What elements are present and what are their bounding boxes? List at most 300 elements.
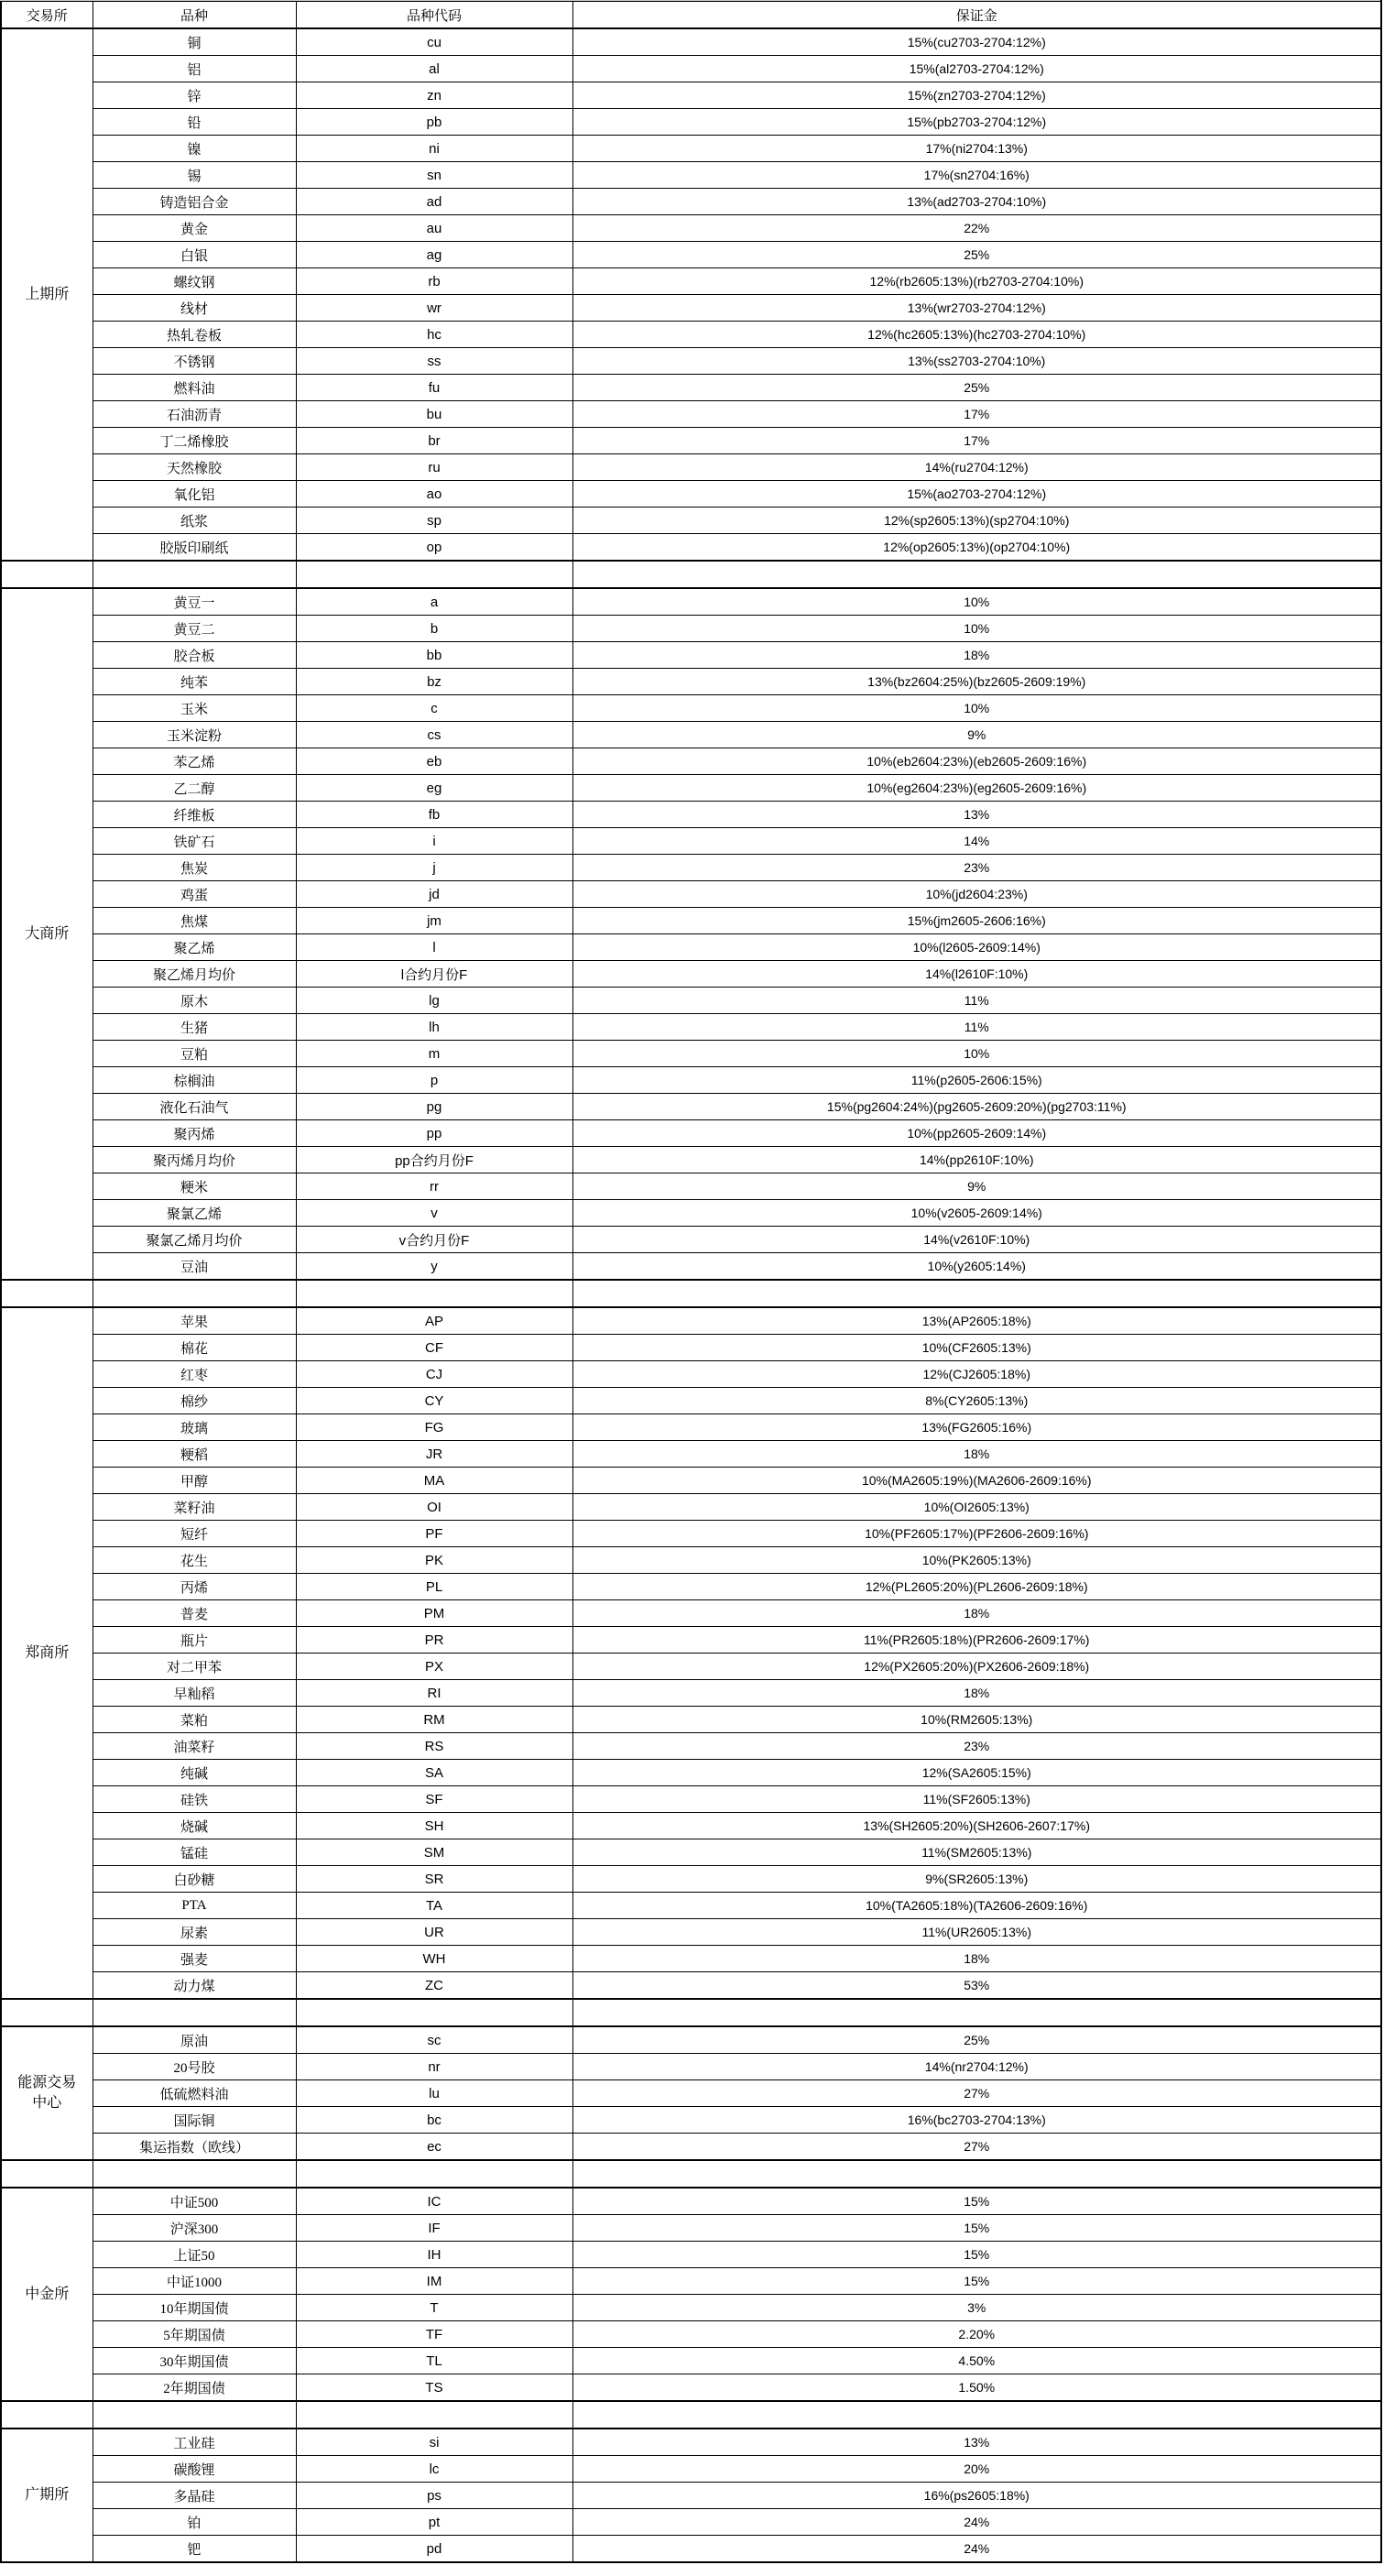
code-cell: TL [296, 2348, 572, 2374]
table-row [1, 1147, 1381, 1173]
table-row [1, 1547, 1381, 1574]
margin-cell: 15%(ao2703-2704:12%) [572, 481, 1381, 508]
margin-cell: 10%(PF2605:17%)(PF2606-2609:16%) [572, 1521, 1381, 1547]
margin-cell: 17% [572, 428, 1381, 454]
table-row [1, 748, 1381, 775]
code-cell: ad [296, 189, 572, 215]
section-separator-row [1, 2160, 1381, 2188]
table-row [1, 2509, 1381, 2536]
product-cell: 烧碱 [93, 1813, 296, 1839]
margin-cell: 27% [572, 2080, 1381, 2107]
table-row [1, 695, 1381, 722]
margin-cell: 2.20% [572, 2321, 1381, 2348]
code-cell: lc [296, 2456, 572, 2483]
table-row [1, 934, 1381, 961]
table-row [1, 534, 1381, 562]
section-separator-row [1, 561, 1381, 588]
code-cell: ec [296, 2134, 572, 2161]
margin-cell: 13%(wr2703-2704:12%) [572, 295, 1381, 322]
margin-cell: 3% [572, 2295, 1381, 2321]
exchange-cell: 中金所 [1, 2188, 93, 2401]
code-cell: sn [296, 162, 572, 189]
code-cell: p [296, 1067, 572, 1094]
product-cell: 氧化铝 [93, 481, 296, 508]
table-row [1, 2295, 1381, 2321]
table-row [1, 988, 1381, 1014]
code-cell: PF [296, 1521, 572, 1547]
table-row [1, 295, 1381, 322]
separator-cell [93, 561, 296, 588]
code-cell: PX [296, 1654, 572, 1680]
code-cell: SF [296, 1786, 572, 1813]
product-cell: 红枣 [93, 1361, 296, 1388]
separator-cell [296, 2401, 572, 2429]
exchange-cell: 能源交易 中心 [1, 2026, 93, 2160]
code-cell: TS [296, 2374, 572, 2402]
table-row [1, 1972, 1381, 2000]
code-cell: MA [296, 1468, 572, 1494]
product-cell: 生猪 [93, 1014, 296, 1041]
product-cell: 普麦 [93, 1600, 296, 1627]
code-cell: br [296, 428, 572, 454]
margin-cell: 13%(bz2604:25%)(bz2605-2609:19%) [572, 669, 1381, 695]
separator-cell [296, 2160, 572, 2188]
separator-cell [572, 1999, 1381, 2026]
table-row [1, 1786, 1381, 1813]
code-cell: cs [296, 722, 572, 748]
code-cell: bc [296, 2107, 572, 2134]
table-row [1, 1361, 1381, 1388]
table-row [1, 775, 1381, 802]
product-cell: 苹果 [93, 1307, 296, 1335]
code-cell: SR [296, 1866, 572, 1893]
product-cell: 纯苯 [93, 669, 296, 695]
code-cell: au [296, 215, 572, 242]
table-row [1, 642, 1381, 669]
margin-cell: 10%(l2605-2609:14%) [572, 934, 1381, 961]
code-cell: ss [296, 348, 572, 375]
product-cell: 工业硅 [93, 2429, 296, 2456]
product-cell: 液化石油气 [93, 1094, 296, 1120]
margin-cell: 25% [572, 2026, 1381, 2054]
code-cell: jm [296, 908, 572, 934]
product-cell: 钯 [93, 2536, 296, 2563]
product-cell: 玉米淀粉 [93, 722, 296, 748]
margin-cell: 11%(p2605-2606:15%) [572, 1067, 1381, 1094]
product-cell: 铝 [93, 56, 296, 82]
separator-cell [1, 2160, 93, 2188]
code-cell: PM [296, 1600, 572, 1627]
product-cell: 铂 [93, 2509, 296, 2536]
header-cell-margin: 保证金 [572, 1, 1381, 28]
margin-cell: 12%(PX2605:20%)(PX2606-2609:18%) [572, 1654, 1381, 1680]
product-cell: 棉花 [93, 1335, 296, 1361]
margin-cell: 12%(sp2605:13%)(sp2704:10%) [572, 508, 1381, 534]
margin-cell: 10%(OI2605:13%) [572, 1494, 1381, 1521]
product-cell: 铁矿石 [93, 828, 296, 855]
margin-cell: 13%(ss2703-2704:10%) [572, 348, 1381, 375]
table-row [1, 2374, 1381, 2402]
code-cell: l [296, 934, 572, 961]
margin-cell: 10%(eb2604:23%)(eb2605-2609:16%) [572, 748, 1381, 775]
code-cell: rr [296, 1173, 572, 1200]
margin-cell: 10% [572, 588, 1381, 616]
margin-cell: 23% [572, 855, 1381, 881]
product-cell: 油菜籽 [93, 1733, 296, 1760]
table-row [1, 1813, 1381, 1839]
margin-cell: 13%(ad2703-2704:10%) [572, 189, 1381, 215]
margin-cell: 12%(hc2605:13%)(hc2703-2704:10%) [572, 322, 1381, 348]
product-cell: 苯乙烯 [93, 748, 296, 775]
margin-cell: 10%(y2605:14%) [572, 1253, 1381, 1281]
margin-cell: 10%(PK2605:13%) [572, 1547, 1381, 1574]
code-cell: SA [296, 1760, 572, 1786]
separator-cell [1, 1999, 93, 2026]
product-cell: 锌 [93, 82, 296, 109]
product-cell: 菜粕 [93, 1707, 296, 1733]
separator-cell [296, 1280, 572, 1307]
margin-cell: 25% [572, 375, 1381, 401]
table-row [1, 669, 1381, 695]
table-row [1, 1919, 1381, 1946]
table-row [1, 348, 1381, 375]
table-row [1, 401, 1381, 428]
margin-cell: 18% [572, 1946, 1381, 1972]
margin-cell: 15%(jm2605-2606:16%) [572, 908, 1381, 934]
margin-cell: 17%(sn2704:16%) [572, 162, 1381, 189]
product-cell: 热轧卷板 [93, 322, 296, 348]
code-cell: bu [296, 401, 572, 428]
product-cell: 玉米 [93, 695, 296, 722]
table-row [1, 242, 1381, 268]
code-cell: pd [296, 2536, 572, 2563]
table-row [1, 881, 1381, 908]
code-cell: rb [296, 268, 572, 295]
table-row [1, 1094, 1381, 1120]
margin-cell: 12%(SA2605:15%) [572, 1760, 1381, 1786]
margin-cell: 17%(ni2704:13%) [572, 136, 1381, 162]
product-cell: 聚氯乙烯 [93, 1200, 296, 1227]
table-row [1, 1067, 1381, 1094]
code-cell: pb [296, 109, 572, 136]
code-cell: j [296, 855, 572, 881]
margin-cell: 15%(pb2703-2704:12%) [572, 109, 1381, 136]
table-row [1, 2188, 1381, 2215]
table-row [1, 1574, 1381, 1600]
header-row [1, 1, 1381, 28]
margin-cell: 11% [572, 988, 1381, 1014]
product-cell: 黄金 [93, 215, 296, 242]
table-row [1, 1839, 1381, 1866]
margin-cell: 18% [572, 1600, 1381, 1627]
product-cell: 粳米 [93, 1173, 296, 1200]
product-cell: 鸡蛋 [93, 881, 296, 908]
product-cell: 5年期国债 [93, 2321, 296, 2348]
code-cell: OI [296, 1494, 572, 1521]
margin-cell: 15% [572, 2215, 1381, 2242]
table-row [1, 2321, 1381, 2348]
product-cell: 硅铁 [93, 1786, 296, 1813]
product-cell: 天然橡胶 [93, 454, 296, 481]
product-cell: 锰硅 [93, 1839, 296, 1866]
code-cell: hc [296, 322, 572, 348]
code-cell: ps [296, 2483, 572, 2509]
product-cell: 聚乙烯 [93, 934, 296, 961]
margin-cell: 15% [572, 2242, 1381, 2268]
margin-cell: 14%(ru2704:12%) [572, 454, 1381, 481]
code-cell: ru [296, 454, 572, 481]
table-row [1, 1200, 1381, 1227]
table-row [1, 1307, 1381, 1335]
product-cell: 镍 [93, 136, 296, 162]
code-cell: v [296, 1200, 572, 1227]
separator-cell [296, 561, 572, 588]
margin-cell: 23% [572, 1733, 1381, 1760]
separator-cell [572, 2401, 1381, 2429]
table-row [1, 722, 1381, 748]
product-cell: 锡 [93, 162, 296, 189]
code-cell: fb [296, 802, 572, 828]
table-row [1, 1253, 1381, 1281]
margin-cell: 22% [572, 215, 1381, 242]
product-cell: 沪深300 [93, 2215, 296, 2242]
table-row [1, 1707, 1381, 1733]
margin-cell: 13% [572, 802, 1381, 828]
code-cell: IH [296, 2242, 572, 2268]
code-cell: IC [296, 2188, 572, 2215]
product-cell: 30年期国债 [93, 2348, 296, 2374]
product-cell: 燃料油 [93, 375, 296, 401]
product-cell: 棕榈油 [93, 1067, 296, 1094]
code-cell: IM [296, 2268, 572, 2295]
code-cell: zn [296, 82, 572, 109]
table-row [1, 2107, 1381, 2134]
code-cell: SM [296, 1839, 572, 1866]
margin-cell: 1.50% [572, 2374, 1381, 2402]
table-row [1, 1654, 1381, 1680]
table-row [1, 189, 1381, 215]
product-cell: 强麦 [93, 1946, 296, 1972]
table-row [1, 1335, 1381, 1361]
product-cell: 短纤 [93, 1521, 296, 1547]
separator-cell [1, 2401, 93, 2429]
code-cell: CY [296, 1388, 572, 1414]
product-cell: PTA [93, 1893, 296, 1919]
margin-cell: 18% [572, 642, 1381, 669]
table-row [1, 2054, 1381, 2080]
margin-cell: 11% [572, 1014, 1381, 1041]
margin-cell: 25% [572, 242, 1381, 268]
product-cell: 集运指数（欧线） [93, 2134, 296, 2161]
code-cell: nr [296, 2054, 572, 2080]
margin-cell: 9% [572, 1173, 1381, 1200]
table-row [1, 616, 1381, 642]
code-cell: TA [296, 1893, 572, 1919]
code-cell: PL [296, 1574, 572, 1600]
table-row [1, 2080, 1381, 2107]
product-cell: 纯碱 [93, 1760, 296, 1786]
product-cell: 石油沥青 [93, 401, 296, 428]
margin-cell: 12%(op2605:13%)(op2704:10%) [572, 534, 1381, 562]
code-cell: sp [296, 508, 572, 534]
margin-cell: 15%(pg2604:24%)(pg2605-2609:20%)(pg2703:11%) [572, 1094, 1381, 1120]
table-row [1, 2026, 1381, 2054]
table-row [1, 1173, 1381, 1200]
section-separator-row [1, 2401, 1381, 2429]
table-row [1, 908, 1381, 934]
table-row [1, 2429, 1381, 2456]
table-row [1, 1733, 1381, 1760]
product-cell: 上证50 [93, 2242, 296, 2268]
product-cell: 黄豆二 [93, 616, 296, 642]
table-row [1, 1627, 1381, 1654]
margin-cell: 10%(eg2604:23%)(eg2605-2609:16%) [572, 775, 1381, 802]
table-row [1, 215, 1381, 242]
product-cell: 丁二烯橡胶 [93, 428, 296, 454]
margin-cell: 12%(PL2605:20%)(PL2606-2609:18%) [572, 1574, 1381, 1600]
separator-cell [1, 561, 93, 588]
table-row [1, 2215, 1381, 2242]
code-cell: ao [296, 481, 572, 508]
code-cell: pg [296, 1094, 572, 1120]
product-cell: 瓶片 [93, 1627, 296, 1654]
product-cell: 丙烯 [93, 1574, 296, 1600]
table-row [1, 1041, 1381, 1067]
table-row [1, 1014, 1381, 1041]
table-row [1, 508, 1381, 534]
section-separator-row [1, 1999, 1381, 2026]
margin-cell: 15%(zn2703-2704:12%) [572, 82, 1381, 109]
code-cell: CF [296, 1335, 572, 1361]
code-cell: UR [296, 1919, 572, 1946]
table-row [1, 1760, 1381, 1786]
table-row [1, 1680, 1381, 1707]
table-row [1, 1227, 1381, 1253]
header-cell-product: 品种 [93, 1, 296, 28]
code-cell: RS [296, 1733, 572, 1760]
product-cell: 粳稻 [93, 1441, 296, 1468]
margin-cell: 10%(MA2605:19%)(MA2606-2609:16%) [572, 1468, 1381, 1494]
margin-cell: 27% [572, 2134, 1381, 2161]
table-row [1, 802, 1381, 828]
code-cell: PK [296, 1547, 572, 1574]
margin-cell: 13%(AP2605:18%) [572, 1307, 1381, 1335]
product-cell: 低硫燃料油 [93, 2080, 296, 2107]
product-cell: 铜 [93, 28, 296, 56]
margin-cell: 10%(pp2605-2609:14%) [572, 1120, 1381, 1147]
product-cell: 2年期国债 [93, 2374, 296, 2402]
margin-cell: 13% [572, 2429, 1381, 2456]
table-row [1, 961, 1381, 988]
code-cell: v合约月份F [296, 1227, 572, 1253]
table-row [1, 2348, 1381, 2374]
header-cell-exchange: 交易所 [1, 1, 93, 28]
product-cell: 铅 [93, 109, 296, 136]
code-cell: eb [296, 748, 572, 775]
margin-cell: 20% [572, 2456, 1381, 2483]
code-cell: eg [296, 775, 572, 802]
code-cell: pp合约月份F [296, 1147, 572, 1173]
table-row [1, 1468, 1381, 1494]
table-row [1, 428, 1381, 454]
separator-cell [572, 2160, 1381, 2188]
margin-cell: 15%(al2703-2704:12%) [572, 56, 1381, 82]
margin-cell: 15%(cu2703-2704:12%) [572, 28, 1381, 56]
table-row [1, 2134, 1381, 2161]
product-cell: 原木 [93, 988, 296, 1014]
product-cell: 焦煤 [93, 908, 296, 934]
margin-cell: 10% [572, 1041, 1381, 1067]
code-cell: fu [296, 375, 572, 401]
product-cell: 黄豆一 [93, 588, 296, 616]
product-cell: 原油 [93, 2026, 296, 2054]
product-cell: 菜籽油 [93, 1494, 296, 1521]
code-cell: ag [296, 242, 572, 268]
exchange-cell: 广期所 [1, 2429, 93, 2562]
code-cell: pp [296, 1120, 572, 1147]
product-cell: 豆粕 [93, 1041, 296, 1067]
code-cell: op [296, 534, 572, 562]
code-cell: FG [296, 1414, 572, 1441]
code-cell: y [296, 1253, 572, 1281]
code-cell: lg [296, 988, 572, 1014]
margin-cell: 10% [572, 695, 1381, 722]
code-cell: TF [296, 2321, 572, 2348]
table-row [1, 2268, 1381, 2295]
margin-cell: 10%(CF2605:13%) [572, 1335, 1381, 1361]
code-cell: cu [296, 28, 572, 56]
product-cell: 白砂糖 [93, 1866, 296, 1893]
code-cell: IF [296, 2215, 572, 2242]
margin-cell: 11%(UR2605:13%) [572, 1919, 1381, 1946]
code-cell: wr [296, 295, 572, 322]
product-cell: 玻璃 [93, 1414, 296, 1441]
margin-cell: 10%(TA2605:18%)(TA2606-2609:16%) [572, 1893, 1381, 1919]
code-cell: c [296, 695, 572, 722]
product-cell: 豆油 [93, 1253, 296, 1281]
table-row [1, 855, 1381, 881]
margin-cell: 16%(ps2605:18%) [572, 2483, 1381, 2509]
separator-cell [93, 1999, 296, 2026]
code-cell: m [296, 1041, 572, 1067]
margin-cell: 13%(SH2605:20%)(SH2606-2607:17%) [572, 1813, 1381, 1839]
margin-cell: 14%(pp2610F:10%) [572, 1147, 1381, 1173]
table-row [1, 1441, 1381, 1468]
margin-cell: 14% [572, 828, 1381, 855]
margin-cell: 24% [572, 2536, 1381, 2563]
table-row [1, 109, 1381, 136]
product-cell: 不锈钢 [93, 348, 296, 375]
code-cell: al [296, 56, 572, 82]
table-row [1, 2483, 1381, 2509]
code-cell: pt [296, 2509, 572, 2536]
margin-cell: 53% [572, 1972, 1381, 2000]
product-cell: 10年期国债 [93, 2295, 296, 2321]
product-cell: 胶版印刷纸 [93, 534, 296, 562]
product-cell: 焦炭 [93, 855, 296, 881]
product-cell: 花生 [93, 1547, 296, 1574]
code-cell: ZC [296, 1972, 572, 2000]
code-cell: bz [296, 669, 572, 695]
table-row [1, 1893, 1381, 1919]
margin-cell: 13%(FG2605:16%) [572, 1414, 1381, 1441]
code-cell: WH [296, 1946, 572, 1972]
table-row [1, 28, 1381, 56]
product-cell: 多晶硅 [93, 2483, 296, 2509]
separator-cell [572, 561, 1381, 588]
code-cell: a [296, 588, 572, 616]
exchange-cell: 上期所 [1, 28, 93, 561]
